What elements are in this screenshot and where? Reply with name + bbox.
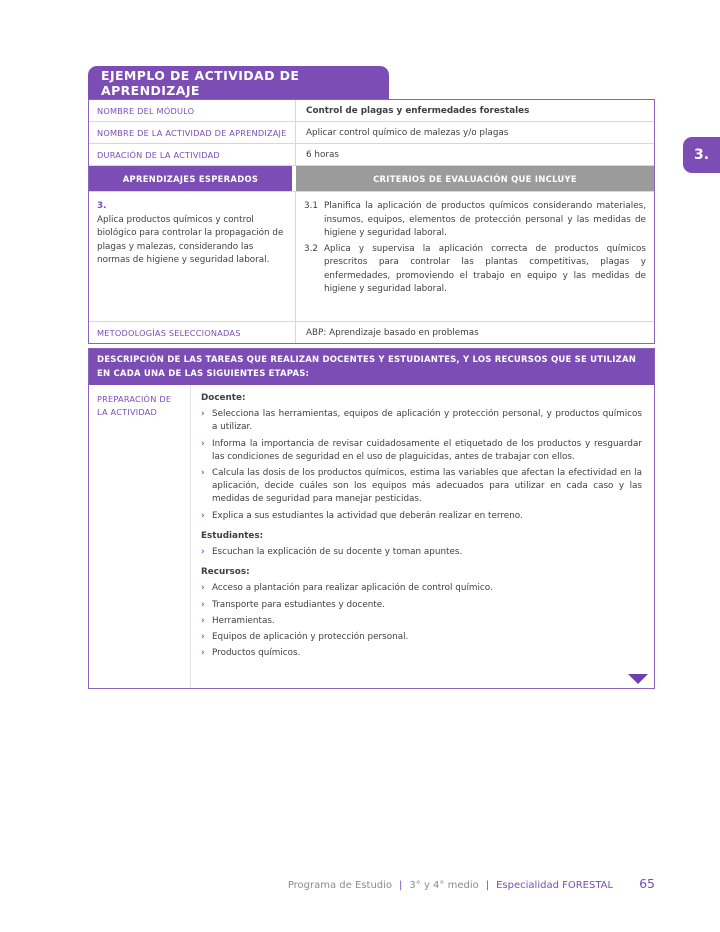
column-headers-row	[89, 166, 654, 192]
criterio-number: 3.1	[304, 201, 318, 211]
list-item	[201, 467, 642, 507]
bullet-icon: ›	[201, 547, 205, 558]
description-band: DESCRIPCIÓN DE LAS TAREAS QUE REALIZAN DOCENTES Y ESTUDIANTES, Y LOS RECURSOS QUE SE UTILIZAN EN CADA UNA DE LAS SIGUIENTES ETAPAS:	[89, 349, 654, 385]
list-item	[201, 615, 642, 628]
list-item-text: Informa la importancia de revisar cuidadosamente el etiquetado de los productos y resguardar las condiciones de seguridad en el uso de plaguicidas, antes de trabajar con ellos.	[212, 438, 642, 462]
recursos-heading: Recursos:	[201, 567, 250, 578]
duration-value: 6 horas	[306, 150, 339, 160]
criterios-cell	[296, 192, 654, 321]
bullet-icon: ›	[201, 648, 205, 659]
section-title: EJEMPLO DE ACTIVIDAD DE APRENDIZAJE	[101, 67, 300, 98]
list-item-text: Explica a sus estudiantes la actividad que deberán realizar en terreno.	[212, 510, 523, 521]
section-title-tab	[88, 66, 389, 99]
chapter-side-tab	[683, 137, 720, 173]
module-name-value: Control de plagas y enfermedades forestales	[306, 106, 530, 116]
list-item-text: Selecciona las herramientas, equipos de aplicación y protección personal, y productos químicos a utilizar.	[212, 409, 642, 433]
table-row	[89, 100, 654, 122]
preparacion-label: PREPARACIÓN DE LA ACTIVIDAD	[89, 385, 191, 688]
list-item-text: Herramientas.	[212, 615, 275, 626]
criterio-text: Aplica y supervisa la aplicación correcta de productos químicos prescritos para controlar las plantas competitivas, plagas y enfermedades, promoviendo el trabajo en equipo y las medidas de higiene y seguridad laboral.	[324, 243, 646, 294]
preparacion-content	[191, 385, 654, 688]
estudiantes-heading: Estudiantes:	[201, 530, 264, 541]
list-item	[201, 631, 642, 644]
aprendizajes-header: APRENDIZAJES ESPERADOS	[89, 166, 292, 191]
footer-program: Programa de Estudio	[287, 880, 393, 891]
duration-label: DURACIÓN DE LA ACTIVIDAD	[89, 144, 296, 165]
recursos-list	[201, 582, 642, 660]
list-item	[201, 510, 642, 523]
chapter-number: 3.	[693, 147, 710, 163]
criterio-item	[304, 243, 646, 297]
docente-heading: Docente:	[201, 393, 246, 403]
list-item	[201, 647, 642, 660]
table-row	[89, 122, 654, 144]
bullet-icon: ›	[201, 632, 205, 643]
bullet-icon: ›	[201, 615, 205, 626]
aprendizaje-cell	[89, 192, 296, 321]
list-item	[201, 599, 642, 612]
activity-info-table	[88, 99, 655, 344]
list-item	[201, 408, 642, 434]
bullet-icon: ›	[201, 510, 205, 521]
list-item-text: Transporte para estudiantes y docente.	[212, 599, 385, 610]
docente-list	[201, 408, 642, 523]
table-row	[89, 322, 654, 343]
module-name-label: NOMBRE DEL MÓDULO	[89, 100, 296, 121]
footer-grades: 3° y 4° medio	[409, 880, 479, 891]
footer-specialty: Especialidad FORESTAL	[496, 880, 614, 891]
continuation-down-arrow-icon	[628, 674, 648, 684]
criterio-number: 3.2	[304, 243, 318, 254]
criterio-item	[304, 200, 646, 241]
page-number: 65	[639, 876, 655, 891]
page-footer	[288, 876, 655, 891]
preparacion-row	[89, 385, 654, 688]
criterio-text: Planifica la aplicación de productos químicos considerando materiales, insumos, equipos, elementos de protección personal y las medidas de higiene y seguridad laboral.	[324, 201, 646, 238]
list-item-text: Equipos de aplicación y protección personal.	[212, 632, 409, 643]
table-row	[89, 144, 654, 166]
criterios-header: CRITERIOS DE EVALUACIÓN QUE INCLUYE	[296, 166, 654, 191]
list-item-text: Escuchan la explicación de su docente y toman apuntes.	[212, 547, 463, 558]
bullet-icon: ›	[201, 468, 205, 479]
bullet-icon: ›	[201, 409, 205, 420]
metodologias-label: METODOLOGÍAS SELECCIONADAS	[89, 322, 296, 343]
bullet-icon: ›	[201, 583, 205, 594]
activity-name-label: NOMBRE DE LA ACTIVIDAD DE APRENDIZAJE	[89, 122, 296, 143]
estudiantes-list	[201, 546, 642, 559]
aprendizaje-text: Aplica productos químicos y control biológico para controlar la propagación de plagas y malezas, considerando las normas de higiene y seguridad laboral.	[97, 214, 284, 265]
bullet-icon: ›	[201, 599, 205, 610]
list-item-text: Acceso a plantación para realizar aplicación de control químico.	[212, 583, 493, 594]
aprendizaje-number: 3.	[97, 201, 107, 211]
activity-name-value: Aplicar control químico de malezas y/o plagas	[306, 128, 509, 138]
tasks-description-section	[88, 348, 655, 689]
metodologias-value: ABP: Aprendizaje basado en problemas	[306, 328, 479, 338]
list-item-text: Calcula las dosis de los productos químicos, estima las variables que afectan la efectividad en la aplicación, decide cuáles son los equipos más adecuados para utilizar en cada caso y las medidas de seguridad para manejar pesticidas.	[212, 468, 642, 505]
aprendizaje-criterios-row	[89, 192, 654, 322]
footer-separator: |	[399, 880, 403, 891]
document-page	[88, 66, 655, 689]
bullet-icon: ›	[201, 438, 205, 449]
list-item	[201, 546, 642, 559]
list-item	[201, 582, 642, 595]
list-item	[201, 438, 642, 464]
footer-separator: |	[485, 880, 490, 891]
list-item-text: Productos químicos.	[212, 648, 301, 659]
